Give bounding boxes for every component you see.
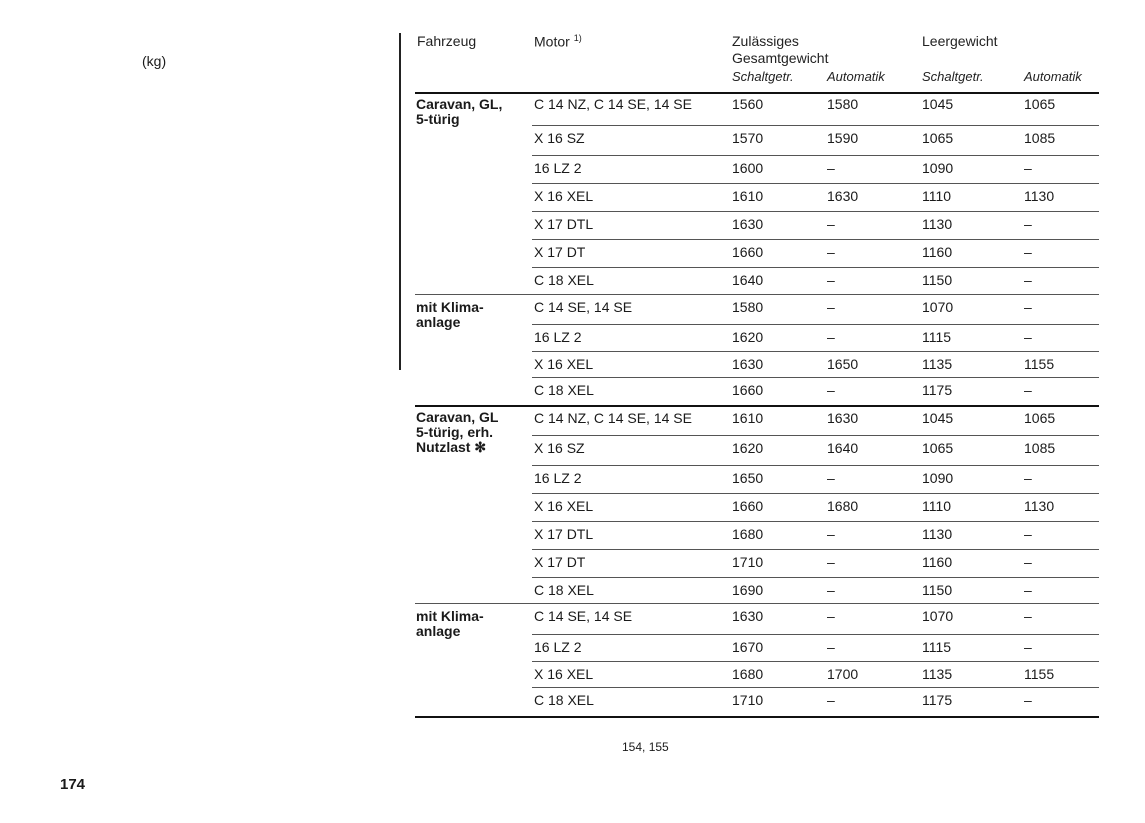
row-rule: [532, 267, 1099, 268]
cell-gross-auto: –: [827, 244, 835, 260]
cell-engine: X 17 DTL: [534, 526, 594, 542]
cell-empty-auto: –: [1024, 470, 1032, 486]
row-rule: [532, 211, 1099, 212]
cell-empty-auto: 1085: [1024, 440, 1056, 456]
cell-engine: C 14 SE, 14 SE: [534, 608, 633, 624]
cell-gross-manual: 1610: [732, 188, 764, 204]
cell-gross-manual: 1660: [732, 382, 764, 398]
cell-empty-auto: –: [1024, 554, 1032, 570]
row-rule: [532, 687, 1099, 688]
row-rule: [532, 465, 1099, 466]
cell-gross-auto: 1680: [827, 498, 859, 514]
cell-empty-manual: 1090: [922, 160, 954, 176]
header-gross-weight-line2: Gesamtgewicht: [732, 50, 829, 66]
header-gross-manual: Schaltgetr.: [732, 69, 794, 84]
row-rule: [532, 377, 1099, 378]
cell-empty-manual: 1065: [922, 440, 954, 456]
cell-empty-auto: –: [1024, 244, 1032, 260]
row-rule: [532, 125, 1099, 126]
header-empty-weight: Leergewicht: [922, 33, 998, 49]
row-rule: [532, 577, 1099, 578]
cell-empty-manual: 1045: [922, 410, 954, 426]
cell-engine: X 17 DT: [534, 244, 586, 260]
group-label: mit Klima- anlage: [416, 608, 484, 639]
cell-gross-manual: 1660: [732, 498, 764, 514]
cell-engine: X 16 SZ: [534, 130, 585, 146]
cell-gross-auto: 1650: [827, 356, 859, 372]
cell-engine: X 16 SZ: [534, 440, 585, 456]
cell-gross-manual: 1610: [732, 410, 764, 426]
page-references: 154, 155: [622, 740, 669, 754]
cell-empty-manual: 1135: [922, 666, 953, 682]
cell-empty-manual: 1110: [922, 498, 952, 514]
row-rule: [532, 183, 1099, 184]
group-label: mit Klima- anlage: [416, 299, 484, 330]
cell-gross-auto: –: [827, 526, 835, 542]
cell-empty-auto: –: [1024, 526, 1032, 542]
cell-empty-manual: 1130: [922, 526, 953, 542]
cell-empty-auto: –: [1024, 160, 1032, 176]
cell-engine: C 18 XEL: [534, 382, 594, 398]
cell-empty-manual: 1065: [922, 130, 954, 146]
header-gross-auto: Automatik: [827, 69, 885, 84]
row-rule: [532, 661, 1099, 662]
cell-empty-manual: 1150: [922, 272, 953, 288]
cell-gross-auto: –: [827, 329, 835, 345]
cell-gross-manual: 1630: [732, 216, 764, 232]
cell-empty-manual: 1150: [922, 582, 953, 598]
group-rule: [415, 294, 1099, 295]
cell-empty-auto: 1130: [1024, 498, 1055, 514]
cell-empty-auto: 1130: [1024, 188, 1055, 204]
cell-engine: X 16 XEL: [534, 498, 594, 514]
cell-engine: 16 LZ 2: [534, 639, 582, 655]
header-empty-manual: Schaltgetr.: [922, 69, 984, 84]
cell-empty-manual: 1045: [922, 96, 954, 112]
header-engine-footnote: 1): [573, 33, 582, 43]
cell-empty-auto: –: [1024, 216, 1032, 232]
cell-gross-auto: –: [827, 582, 835, 598]
cell-gross-manual: 1680: [732, 666, 764, 682]
cell-gross-auto: –: [827, 470, 835, 486]
cell-gross-manual: 1680: [732, 526, 764, 542]
bottom-rule: [415, 716, 1099, 718]
cell-gross-manual: 1560: [732, 96, 764, 112]
cell-empty-manual: 1070: [922, 299, 954, 315]
cell-gross-manual: 1660: [732, 244, 764, 260]
row-rule: [532, 549, 1099, 550]
cell-gross-manual: 1620: [732, 329, 764, 345]
cell-empty-manual: 1070: [922, 608, 954, 624]
cell-empty-auto: 1085: [1024, 130, 1056, 146]
cell-empty-auto: –: [1024, 582, 1032, 598]
cell-engine: C 18 XEL: [534, 582, 594, 598]
cell-gross-manual: 1580: [732, 299, 764, 315]
row-rule: [532, 435, 1099, 436]
cell-empty-manual: 1115: [922, 639, 952, 655]
cell-gross-manual: 1650: [732, 470, 764, 486]
cell-gross-auto: –: [827, 608, 835, 624]
cell-empty-manual: 1135: [922, 356, 953, 372]
cell-gross-auto: –: [827, 299, 835, 315]
section-rule: [415, 405, 1099, 407]
row-rule: [532, 155, 1099, 156]
page-number: 174: [60, 776, 86, 793]
cell-gross-manual: 1600: [732, 160, 764, 176]
cell-empty-auto: 1155: [1024, 356, 1055, 372]
margin-bar: [399, 33, 401, 370]
cell-gross-manual: 1710: [732, 692, 764, 708]
cell-engine: X 16 XEL: [534, 356, 594, 372]
cell-gross-auto: 1590: [827, 130, 859, 146]
cell-engine: C 18 XEL: [534, 692, 594, 708]
unit-label: (kg): [142, 53, 167, 69]
cell-empty-auto: 1065: [1024, 96, 1056, 112]
row-rule: [532, 351, 1099, 352]
cell-engine: C 14 NZ, C 14 SE, 14 SE: [534, 96, 692, 112]
row-rule: [532, 521, 1099, 522]
cell-gross-manual: 1630: [732, 608, 764, 624]
cell-empty-auto: –: [1024, 382, 1032, 398]
group-rule: [415, 603, 1099, 604]
cell-empty-auto: 1155: [1024, 666, 1055, 682]
row-rule: [532, 324, 1099, 325]
cell-engine: X 16 XEL: [534, 666, 594, 682]
cell-engine: X 17 DT: [534, 554, 586, 570]
cell-gross-manual: 1670: [732, 639, 764, 655]
cell-empty-manual: 1175: [922, 692, 953, 708]
cell-empty-manual: 1090: [922, 470, 954, 486]
cell-gross-manual: 1710: [732, 554, 764, 570]
header-rule: [415, 92, 1099, 94]
header-empty-auto: Automatik: [1024, 69, 1082, 84]
cell-gross-auto: –: [827, 216, 835, 232]
group-label: Caravan, GL, 5-türig: [416, 96, 503, 127]
cell-engine: 16 LZ 2: [534, 160, 582, 176]
cell-engine: 16 LZ 2: [534, 329, 582, 345]
cell-gross-auto: –: [827, 692, 835, 708]
cell-gross-auto: –: [827, 554, 835, 570]
cell-empty-manual: 1115: [922, 329, 952, 345]
cell-engine: X 17 DTL: [534, 216, 594, 232]
cell-gross-auto: 1640: [827, 440, 859, 456]
row-rule: [532, 239, 1099, 240]
cell-empty-manual: 1160: [922, 554, 953, 570]
header-engine-label: Motor: [534, 33, 570, 50]
cell-gross-auto: 1630: [827, 188, 859, 204]
row-rule: [532, 493, 1099, 494]
header-vehicle: Fahrzeug: [417, 33, 477, 49]
cell-gross-manual: 1620: [732, 440, 764, 456]
cell-gross-auto: –: [827, 160, 835, 176]
header-gross-weight-line1: Zulässiges: [732, 33, 799, 49]
cell-gross-manual: 1630: [732, 356, 764, 372]
group-label: Caravan, GL 5-türig, erh. Nutzlast ✻: [416, 409, 499, 455]
cell-empty-auto: –: [1024, 329, 1032, 345]
cell-gross-manual: 1570: [732, 130, 764, 146]
cell-empty-auto: –: [1024, 639, 1032, 655]
cell-engine: C 14 SE, 14 SE: [534, 299, 633, 315]
cell-empty-auto: 1065: [1024, 410, 1056, 426]
cell-empty-manual: 1160: [922, 244, 953, 260]
cell-gross-auto: –: [827, 272, 835, 288]
cell-gross-auto: 1630: [827, 410, 859, 426]
cell-gross-auto: –: [827, 639, 835, 655]
cell-empty-auto: –: [1024, 272, 1032, 288]
cell-gross-manual: 1640: [732, 272, 764, 288]
cell-gross-auto: 1700: [827, 666, 859, 682]
cell-gross-manual: 1690: [732, 582, 764, 598]
cell-gross-auto: 1580: [827, 96, 859, 112]
cell-engine: C 14 NZ, C 14 SE, 14 SE: [534, 410, 692, 426]
cell-empty-manual: 1175: [922, 382, 953, 398]
cell-engine: X 16 XEL: [534, 188, 594, 204]
row-rule: [532, 634, 1099, 635]
header-engine: [534, 33, 582, 50]
cell-empty-auto: –: [1024, 299, 1032, 315]
cell-engine: 16 LZ 2: [534, 470, 582, 486]
cell-engine: C 18 XEL: [534, 272, 594, 288]
cell-empty-manual: 1130: [922, 216, 953, 232]
cell-empty-manual: 1110: [922, 188, 952, 204]
cell-empty-auto: –: [1024, 692, 1032, 708]
cell-empty-auto: –: [1024, 608, 1032, 624]
cell-gross-auto: –: [827, 382, 835, 398]
